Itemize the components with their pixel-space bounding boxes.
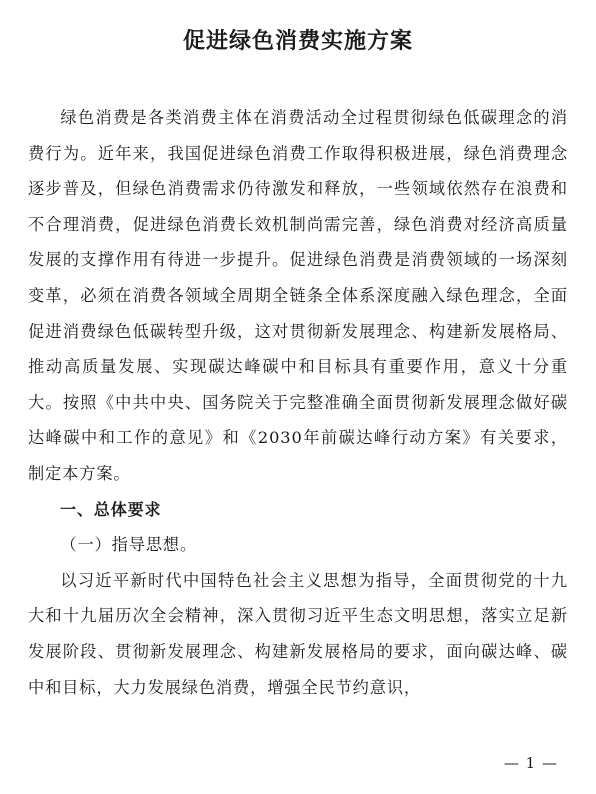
section-heading: 一、总体要求 bbox=[60, 499, 162, 519]
body-paragraph: 以习近平新时代中国特色社会主义思想为指导，全面贯彻党的十九大和十九届历次全会精神，深入贯彻习近平生态文明思想，落实立足新发展阶段、贯彻新发展理念、构建新发展格局的要求，面向碳达峰、碳中和目标，大力发展绿色消费，增强全民节约意识， bbox=[28, 570, 568, 697]
page-number: — 1 — bbox=[503, 754, 558, 772]
subsection-heading: （一）指导思想。 bbox=[60, 535, 198, 555]
body-paragraph: 绿色消费是各类消费主体在消费活动全过程贯彻绿色低碳理念的消费行为。近年来，我国促进绿色消费工作取得积极进展，绿色消费理念逐步普及，但绿色消费需求仍待激发和释放，一些领域依然存在浪费和不合理消费，促进绿色消费长效机制尚需完善，绿色消费对经济高质量发展的支撑作用有待进一步提升。促进绿色消费是消费领域的一场深刻变革，必须在消费各领域全周期全链条全体系深度融入绿色理念，全面促进消费绿色低碳转型升级，这对贯彻新发展理念、构建新发展格局、推动高质量发展、实现碳达峰碳中和目标具有重要作用，意义十分重大。按照《中共中央、国务院关于完整准确全面贯彻新发展理念做好碳达峰碳中和工作的意见》和《2030年前碳达峰行动方案》有关要求，制定本方案。 bbox=[28, 108, 568, 483]
document-body bbox=[28, 100, 568, 705]
document-title: 促进绿色消费实施方案 bbox=[182, 29, 413, 54]
